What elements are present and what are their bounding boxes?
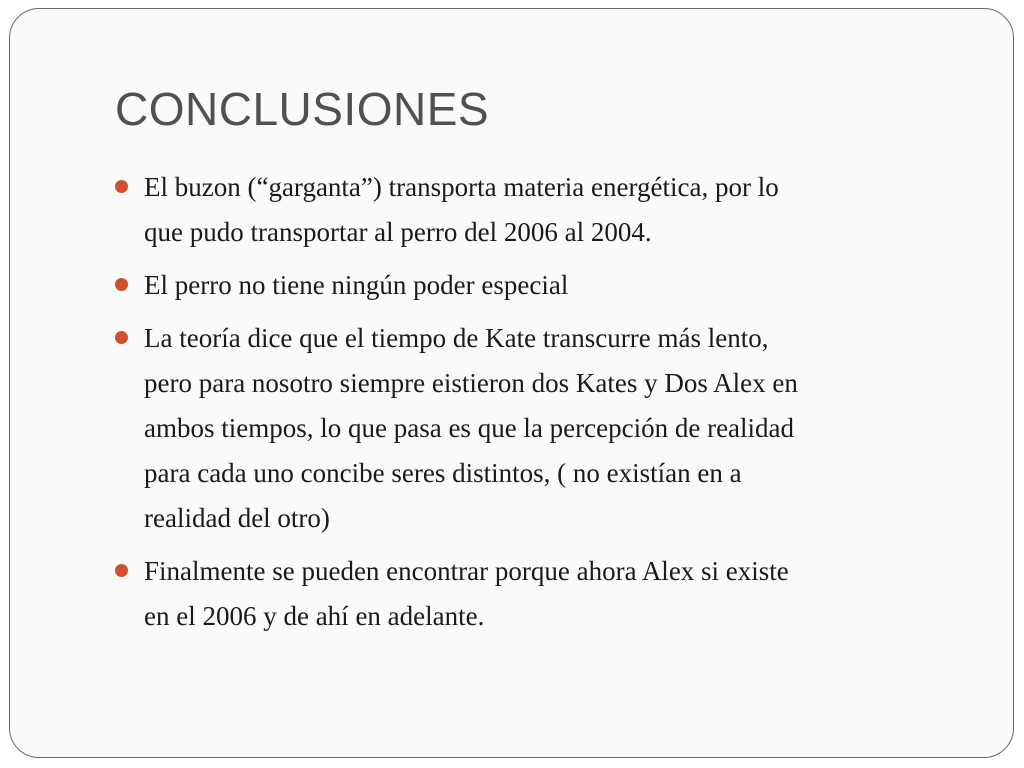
bullet-line: La teoría dice que el tiempo de Kate transcurre más lento, [144, 323, 769, 353]
bullet-dot-icon [115, 180, 128, 193]
bullet-line: El perro no tiene ningún poder especial [144, 270, 569, 300]
bullet-line: Finalmente se pueden encontrar porque ahora Alex si existe [144, 556, 789, 586]
bullet-dot-icon [115, 331, 128, 344]
bullet-line: que pudo transportar al perro del 2006 al 2004. [144, 217, 652, 247]
bullet-line: en el 2006 y de ahí en adelante. [144, 601, 485, 631]
bullet-item-1 [144, 165, 974, 255]
bullet-line: para cada uno concibe seres distintos, ( no existían en a [144, 458, 742, 488]
bullet-item-3 [144, 316, 974, 541]
bullet-dot-icon [115, 564, 128, 577]
bullet-list [144, 165, 974, 647]
bullet-line: realidad del otro) [144, 503, 330, 533]
bullet-dot-icon [115, 278, 128, 291]
bullet-line: El buzon (“garganta”) transporta materia energética, por lo [144, 172, 779, 202]
bullet-item-4 [144, 549, 974, 639]
bullet-line: pero para nosotro siempre eistieron dos Kates y Dos Alex en [144, 368, 798, 398]
bullet-line: ambos tiempos, lo que pasa es que la percepción de realidad [144, 413, 795, 443]
bullet-item-2 [144, 263, 974, 308]
slide-title: CONCLUSIONES [115, 83, 490, 135]
